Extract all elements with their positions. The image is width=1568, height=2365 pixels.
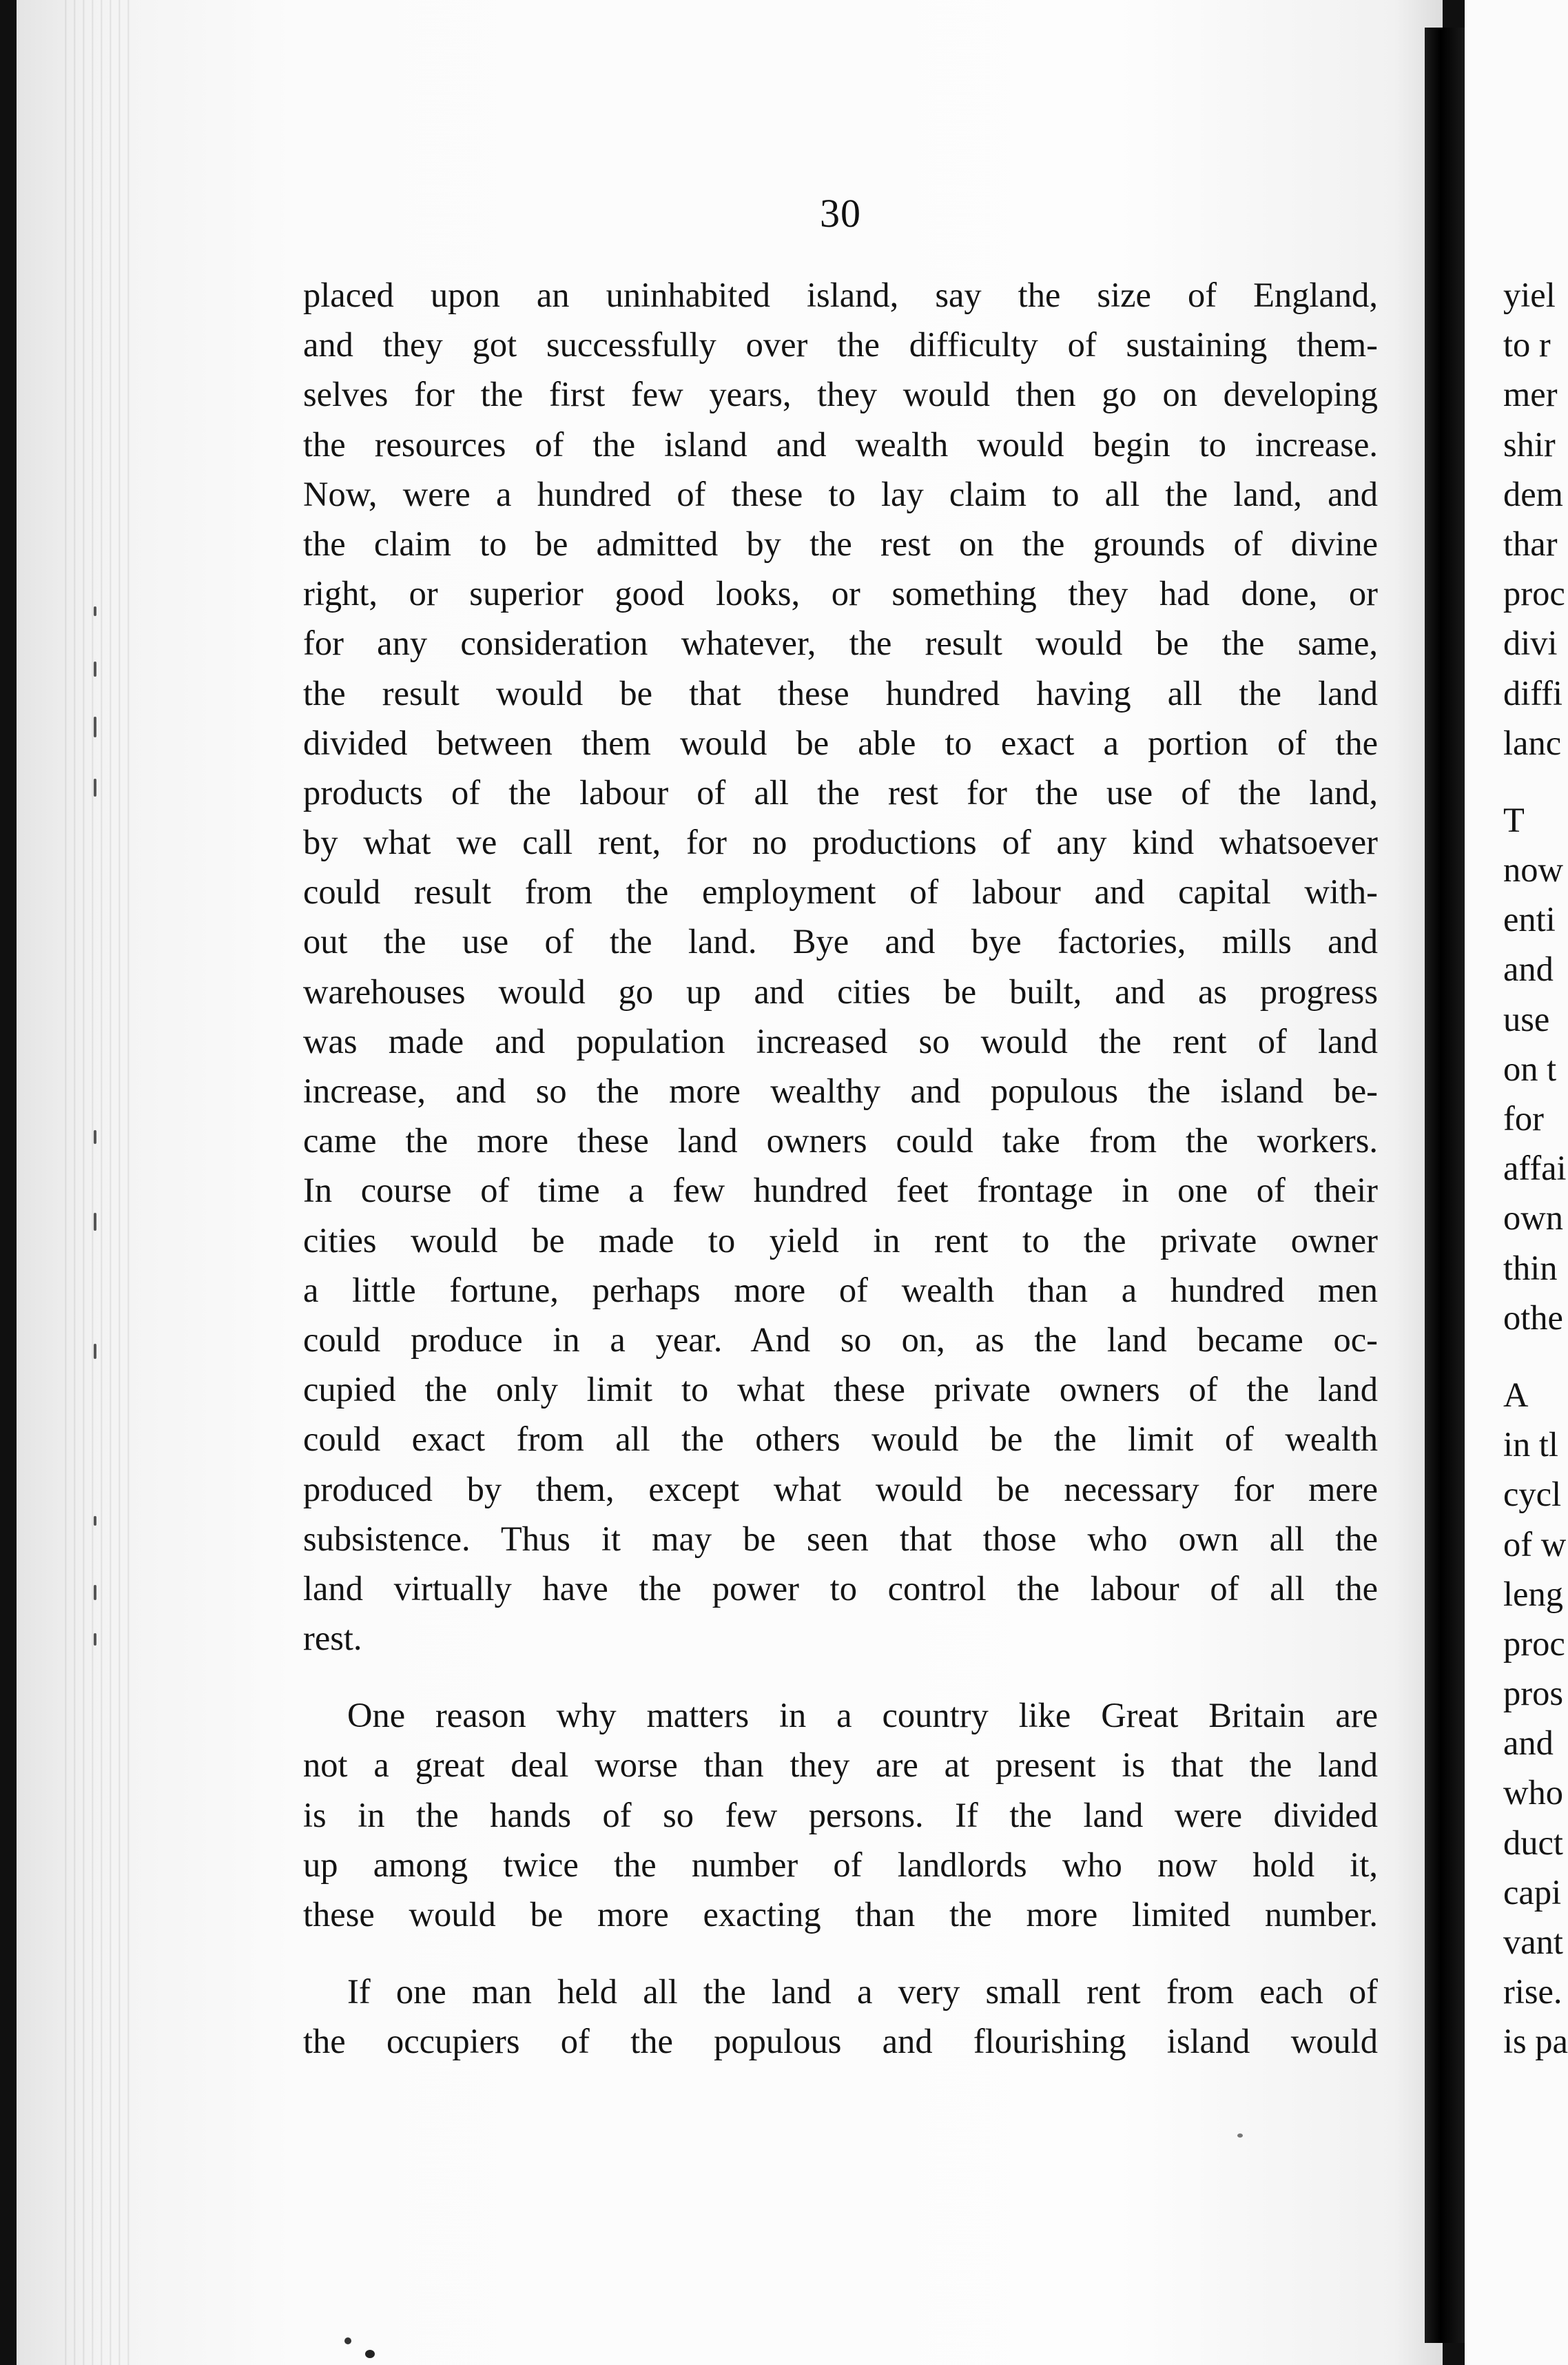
- text-line: warehouses would go up and cities be built, and as progress: [303, 972, 1378, 1011]
- text-line: increase, and so the more wealthy and populous the island be-: [303, 1072, 1378, 1110]
- paragraph-3: [303, 1967, 1378, 2066]
- text-fragment: othe: [1503, 1298, 1563, 1337]
- text-fragment: is pa: [1503, 2022, 1568, 2061]
- gutter-mark: [94, 606, 96, 616]
- text-line: up among twice the number of landlords who now hold it,: [303, 1845, 1378, 1884]
- text-line: a little fortune, perhaps more of wealth than a hundred men: [303, 1270, 1378, 1309]
- text-line: for any consideration whatever, the result would be the same,: [303, 624, 1378, 663]
- text-line: subsistence. Thus it may be seen that those who own all the: [303, 1519, 1378, 1558]
- text-fragment: vant: [1503, 1923, 1563, 1961]
- page-number: 30: [820, 191, 861, 236]
- scan-speck: [365, 2350, 375, 2358]
- gutter-mark: [94, 1633, 96, 1646]
- text-line: the claim to be admitted by the rest on the grounds of divine: [303, 524, 1378, 563]
- text-fragment: now: [1503, 850, 1563, 890]
- text-fragment: shir: [1503, 424, 1556, 464]
- scan-speck: [344, 2337, 351, 2344]
- text-line: land virtually have the power to control the labour of all the: [303, 1568, 1378, 1608]
- gutter-mark: [94, 1213, 96, 1231]
- scan-speck: [1237, 2133, 1243, 2138]
- text-fragment: T: [1503, 800, 1525, 839]
- gutter-mark: [94, 1344, 96, 1359]
- text-fragment: yiel: [1503, 276, 1556, 314]
- text-fragment: leng: [1503, 1574, 1563, 1613]
- text-line: was made and population increased so would the rent of land: [303, 1021, 1378, 1061]
- text-fragment: mer: [1503, 375, 1558, 414]
- text-line: placed upon an uninhabited island, say the size of England,: [303, 276, 1378, 314]
- text-fragment: proc: [1503, 574, 1565, 613]
- text-line: Now, were a hundred of these to lay claim to all the land, and: [303, 474, 1378, 513]
- text-line: selves for the first few years, they would then go on developing: [303, 375, 1378, 414]
- page-edges: [58, 0, 134, 2365]
- text-fragment: and: [1503, 1723, 1554, 1763]
- gutter-mark: [94, 1585, 96, 1600]
- text-line: could result from the employment of labour and capital with-: [303, 872, 1378, 912]
- text-line: right, or superior good looks, or something they had done, or: [303, 574, 1378, 613]
- text-line: could exact from all the others would be the limit of wealth: [303, 1420, 1378, 1459]
- text-fragment: use: [1503, 999, 1550, 1038]
- text-fragment: diffi: [1503, 673, 1563, 713]
- paragraph-1: [303, 270, 1378, 1663]
- text-fragment: thin: [1503, 1248, 1558, 1287]
- text-fragment: capi: [1503, 1872, 1562, 1912]
- text-line: these would be more exacting than the more limited number.: [303, 1895, 1378, 1934]
- text-fragment: pros: [1503, 1674, 1563, 1713]
- text-line: cities would be made to yield in rent to the private owner: [303, 1220, 1378, 1260]
- text-fragment: cycl: [1503, 1475, 1562, 1514]
- text-fragment: thar: [1503, 524, 1558, 563]
- text-line: could produce in a year. And so on, as the land became oc-: [303, 1320, 1378, 1359]
- text-fragment: and: [1503, 950, 1554, 989]
- text-fragment: dem: [1503, 474, 1563, 513]
- text-line: rest.: [303, 1619, 362, 1658]
- text-fragment: on t: [1503, 1049, 1557, 1088]
- text-line: If one man held all the land a very small rent from each of: [347, 1972, 1378, 2011]
- text-line: out the use of the land. Bye and bye factories, mills and: [303, 922, 1378, 961]
- text-line: by what we call rent, for no productions of any kind whatsoever: [303, 823, 1378, 862]
- text-line: produced by them, except what would be necessary for mere: [303, 1469, 1378, 1508]
- text-line: divided between them would be able to exact a portion of the: [303, 723, 1378, 762]
- text-line: the occupiers of the populous and flourishing island would: [303, 2022, 1378, 2061]
- gutter-mark: [94, 1130, 96, 1144]
- text-fragment: divi: [1503, 624, 1558, 663]
- text-fragment: to r: [1503, 325, 1551, 365]
- text-line: not a great deal worse than they are at present is that the land: [303, 1745, 1378, 1785]
- text-line: products of the labour of all the rest for the use of the land,: [303, 772, 1378, 812]
- text-fragment: enti: [1503, 900, 1556, 939]
- text-fragment: who: [1503, 1773, 1563, 1812]
- text-line: came the more these land owners could take from the workers.: [303, 1121, 1378, 1160]
- text-fragment: lanc: [1503, 723, 1562, 762]
- text-line: cupied the only limit to what these private owners of the land: [303, 1370, 1378, 1409]
- text-line: is in the hands of so few persons. If the land were divided: [303, 1795, 1378, 1834]
- gutter-mark: [94, 662, 96, 677]
- gutter-mark: [94, 779, 96, 797]
- text-fragment: rise.: [1503, 1972, 1562, 2011]
- text-fragment: in tl: [1503, 1425, 1558, 1464]
- text-fragment: affai: [1503, 1149, 1567, 1188]
- text-fragment: duct: [1503, 1823, 1563, 1862]
- text-fragment: proc: [1503, 1624, 1565, 1663]
- text-line: One reason why matters in a country like Great Britain are: [347, 1696, 1378, 1735]
- book-gutter: [1425, 28, 1465, 2343]
- gutter-mark: [94, 1516, 96, 1526]
- text-fragment: for: [1503, 1099, 1544, 1138]
- right-page-text-fragments: [1503, 270, 1568, 2067]
- text-line: and they got successfully over the difficulty of sustaining them-: [303, 325, 1378, 365]
- text-fragment: of w: [1503, 1524, 1567, 1564]
- text-line: the resources of the island and wealth would begin to increase.: [303, 424, 1378, 464]
- paragraph-2: [303, 1690, 1378, 1939]
- text-line: In course of time a few hundred feet frontage in one of their: [303, 1171, 1378, 1210]
- text-fragment: A: [1503, 1375, 1529, 1414]
- page-body: [303, 270, 1378, 2067]
- gutter-mark: [94, 717, 96, 737]
- text-line: the result would be that these hundred having all the land: [303, 673, 1378, 713]
- text-fragment: own: [1503, 1198, 1563, 1238]
